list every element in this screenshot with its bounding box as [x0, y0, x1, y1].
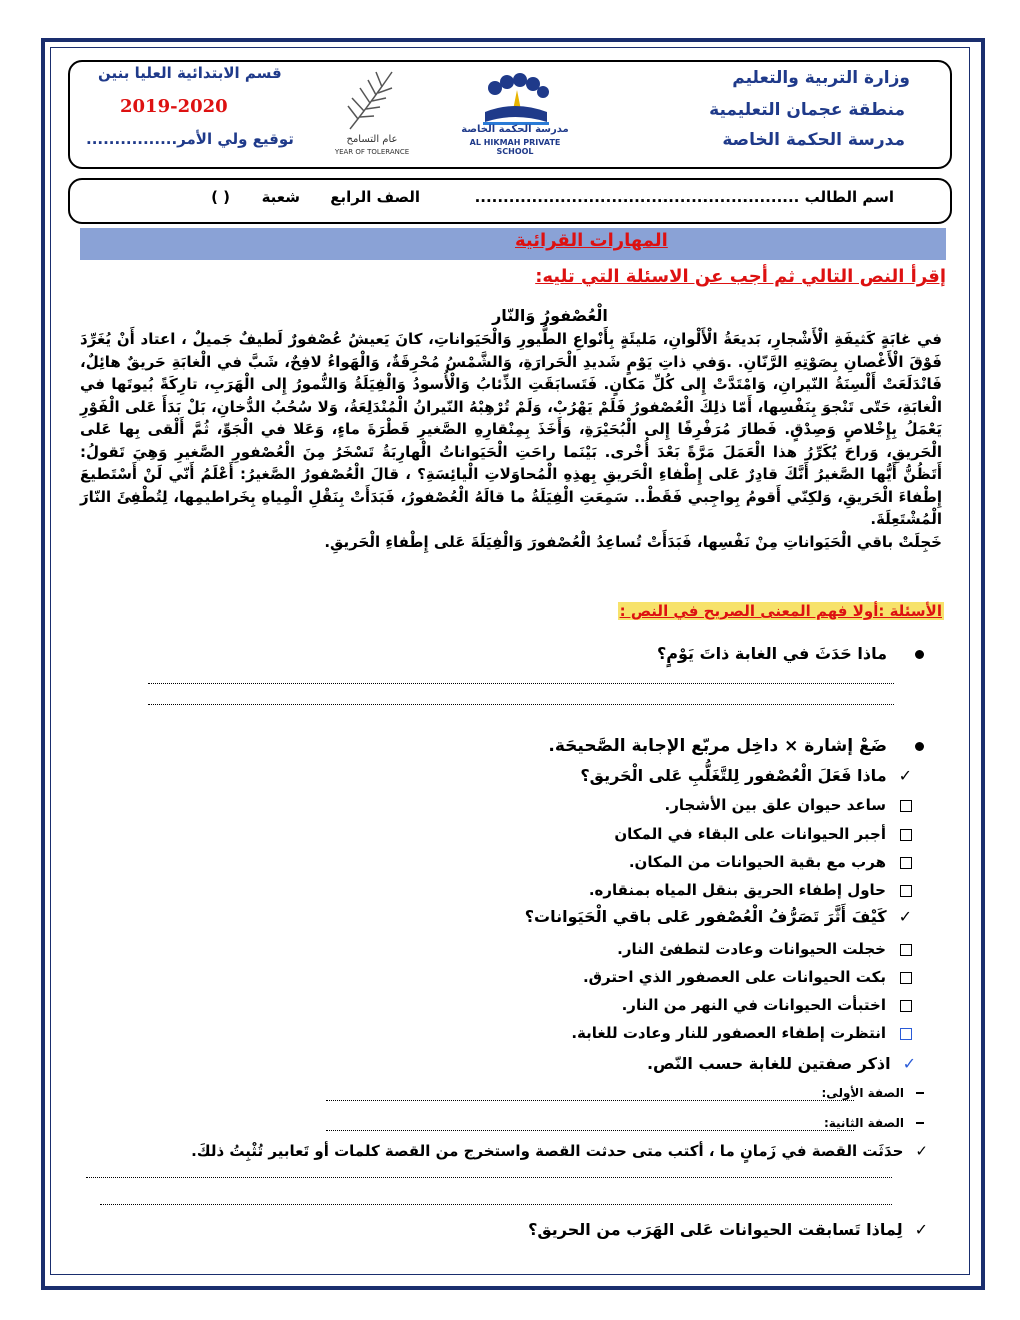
question-5	[528, 1220, 928, 1239]
section-title-band	[80, 228, 946, 260]
academic-year: 2019-2020	[120, 96, 228, 117]
check-icon: ✓	[898, 907, 912, 926]
checkbox-icon[interactable]	[900, 1000, 912, 1012]
option-row[interactable]	[589, 881, 912, 899]
checkbox-icon[interactable]	[900, 829, 912, 841]
option-row[interactable]	[617, 940, 912, 958]
answer-line-q4-1[interactable]	[86, 1177, 892, 1178]
student-info-box	[68, 178, 952, 224]
passage-closing: خَجِلَتْ باقي الْحَيَواناتِ مِنْ نَفْسِها، فَبَدَأَتْ تُساعِدُ الْعُصْفورَ وَالْفِيَلَةَ عَلى إِطْفاءِ الْحَريقِ.	[324, 532, 942, 551]
question-2b-prompt: كَيْفَ أَثَّرَ تَصَرُّفُ الْعُصْفور عَلى باقي الْحَيَوانات؟	[524, 907, 887, 926]
ministry-name: وزارة التربية والتعليم	[732, 68, 910, 88]
school-logo	[455, 70, 575, 156]
option-row[interactable]	[665, 796, 912, 814]
dash-icon	[916, 1092, 924, 1094]
department-name: قسم الابتدائية العليا بنين	[98, 64, 282, 82]
questions-heading: الأسئلة :أولا فهم المعنى الصريح في النص :	[619, 602, 942, 620]
option-row[interactable]	[622, 996, 912, 1014]
option-row[interactable]	[571, 1024, 912, 1042]
checkbox-icon[interactable]	[900, 1028, 912, 1040]
option-row[interactable]	[614, 825, 912, 843]
section-field[interactable]: ( )	[211, 188, 230, 206]
option-text: هرب مع بقية الحيوانات من المكان.	[628, 853, 886, 871]
question-4-text: حدَثَت القصة في زَمانٍ ما ، أكتب متى حدثت القصة واستخرج من القصة كلمات أو تَعابير تُثْبِتُ ذلكَ.	[191, 1142, 904, 1160]
tolerance-logo	[330, 64, 414, 160]
zone-name: منطقة عجمان التعليمية	[709, 100, 905, 120]
option-text: اختبأت الحيوانات في النهر من النار.	[621, 996, 886, 1014]
trait-2-row	[824, 1112, 924, 1131]
bullet-icon	[915, 650, 924, 659]
option-text: أجبر الحيوانات على البقاء في المكان	[614, 825, 886, 843]
school-name: مدرسة الحكمة الخاصة	[722, 130, 905, 150]
tolerance-english: YEAR OF TOLERANCE	[334, 148, 410, 156]
student-name-field[interactable]: اسم الطالب .........................................................	[474, 188, 894, 206]
answer-line-1[interactable]	[148, 683, 894, 684]
question-1-text: ماذا حَدَثَ في الغابة ذاتَ يَوْمٍ؟	[656, 644, 887, 663]
answer-line-2[interactable]	[148, 704, 894, 705]
option-row[interactable]	[583, 968, 912, 986]
option-text: خجلت الحيوانات وعادت لتطفئ النار.	[617, 940, 886, 958]
check-icon: ✓	[902, 1054, 916, 1073]
checkbox-icon[interactable]	[900, 885, 912, 897]
grade-label: الصف الرابع	[330, 188, 420, 206]
question-2	[548, 736, 924, 756]
checkbox-icon[interactable]	[900, 800, 912, 812]
trait-2-answer-line[interactable]	[326, 1130, 854, 1131]
dash-icon	[916, 1122, 924, 1124]
question-4	[191, 1142, 928, 1160]
question-3	[647, 1054, 916, 1073]
trait-1-answer-line[interactable]	[326, 1100, 854, 1101]
question-2a-prompt: ماذا فَعَلَ الْعُصْفور لِلتَّغَلُّبِ عَلى الْحَريق؟	[580, 766, 887, 785]
option-text: حاول إطفاء الحريق بنقل المياه بمنقاره.	[588, 881, 886, 899]
question-2a	[580, 766, 912, 785]
question-2b	[525, 907, 912, 926]
checkbox-icon[interactable]	[900, 857, 912, 869]
question-5-text: لِماذا تَسابقت الحيوانات عَلى الهَرَب من الحريق؟	[528, 1220, 903, 1239]
tolerance-arabic: عام التسامح	[346, 134, 398, 145]
check-icon: ✓	[914, 1220, 928, 1239]
option-text: انتظرت إطفاء العصفور للنار وعادت للغابة.	[571, 1024, 886, 1042]
checkbox-icon[interactable]	[900, 972, 912, 984]
check-icon: ✓	[915, 1142, 928, 1160]
question-1	[657, 644, 924, 663]
check-icon: ✓	[898, 766, 912, 785]
question-3-text: اذكر صفتين للغابة حسب النّص.	[646, 1054, 891, 1073]
option-text: بكت الحيوانات على العصفور الذي احترق.	[582, 968, 886, 986]
school-logo-english: AL HIKMAH PRIVATE SCHOOL	[469, 138, 561, 156]
section-title: المهارات القرائية	[515, 230, 668, 251]
school-logo-arabic: مدرسة الحكمة الخاصة	[461, 124, 569, 135]
bullet-icon	[915, 742, 924, 751]
checkbox-icon[interactable]	[900, 944, 912, 956]
passage-body: في غابَةٍ كَثيفَةِ الْأَشْجارِ، بَديعَةُ الْأَلْوانِ، مَليئَةٍ بِأَنْواعِ الطُّيورِ وَالْحَيَواناتِ، كانَ يَعيشُ عُصْفورٌ لَطيفٌ جَميلٌ ، اعتاد أَنْ يُغَرِّدَ فَوْقَ الْأَغْصانِ بِصَوْتِهِ الرَّنّانِ. .وَفي ذاتِ يَوْمٍ شَديدِ الْحَرارَةِ، وَالشَّمْسُ مُحْرِقَةٌ، وَالْهَواءُ لافِحٌ، شَبَّ في الْغابَةِ حَريقٌ هائِلٌ، فَانْدَلَعَتْ أَلْسِنَةُ النّيرانِ، وَامْتَدَّتْ إِلى كُلِّ مَكانٍ. فَتَسابَقَتِ الذِّئابُ وَالْأُسودُ وَالْفِيَلَةُ وَالنُّمورُ إِلى الْهَرَبِ، تارِكَةً بُيوتَها في الْغابَةِ، حَتّى تَنْجوَ بِنَفْسِها، أَمّا ذلِكَ الْعُصْفورُ فَلَمْ يَهْرُبْ، وَلَمْ تُرْهِبْهُ النّيرانُ الْمُنْدَلِعَةُ، وَلا سُحُبُ الدُّخانِ، بَلْ بَدَأَ عَلى الْفَوْرِ يَعْمَلُ بِإِخْلاصٍ وَصِدْقٍ. فَطارَ مُرَفْرِفًا إِلى الْبُحَيْرَةِ، وَأَخَذَ بِمِنْقارِهِ الصَّغيرِ قَطْرَةَ ماءٍ، وَعَلا في الْجَوِّ، ثُمَّ أَلْقى بِها عَلى الْحَريقِ، وَراحَ يُكَرِّرُ هذا الْعَمَلَ مَرَّةً بَعْدَ أُخْرى. بَيْنَما راحَتِ الْحَيَواناتُ الْهارِبَةُ تَسْخَرُ مِنَ الْعُصْفورِ الصَّغيرِ وَهِيَ تَقولُ: أَتَظُنُّ أَيُّها الصَّغيرُ أَنَّكَ قادِرٌ عَلى إِطْفاءِ الْحَريقِ بِهذِهِ الْمُحاوَلاتِ الْيائِسَةِ؟ ، قالَ الْعُصْفورُ الصَّغيرُ: أَعْلَمُ أَنّي لَنْ أَسْتَطيعَ إِطْفاءَ الْحَريقِ، وَلكِنّي أَقومُ بِواجِبي فَقَطْ.. سَمِعَتِ الْفِيَلَةُ ما قالَهُ الْعُصْفورُ، فَبَدَأَتْ بِنَقْلِ الْمِياهِ بِخَراطيمِها، لِتُطْفِئَ النّارَ الْمُشْتَعِلَةَ.	[80, 330, 942, 528]
answer-line-q4-2[interactable]	[100, 1204, 892, 1205]
trait-2-label: الصفة الثانية:	[823, 1116, 904, 1130]
question-2-text: ضَعْ إشارة × داخِل مربّع الإجابة الصَّحيحَة.	[548, 736, 887, 756]
section-label: شعبة	[261, 188, 300, 206]
option-text: ساعد حيوان علق بين الأشجار.	[664, 796, 886, 814]
passage	[80, 328, 942, 553]
trait-1-row	[822, 1082, 925, 1101]
trait-1-label: الصفة الأولى:	[821, 1086, 904, 1100]
reading-instruction: إقرأ النص التالي ثم أجب عن الاسئلة التي تليه:	[535, 266, 946, 287]
passage-title: الْعُصْفورُ وَالنّار	[492, 306, 608, 325]
option-row[interactable]	[629, 853, 912, 871]
parent-signature-label: توقيع ولي الأمر................	[86, 130, 294, 148]
